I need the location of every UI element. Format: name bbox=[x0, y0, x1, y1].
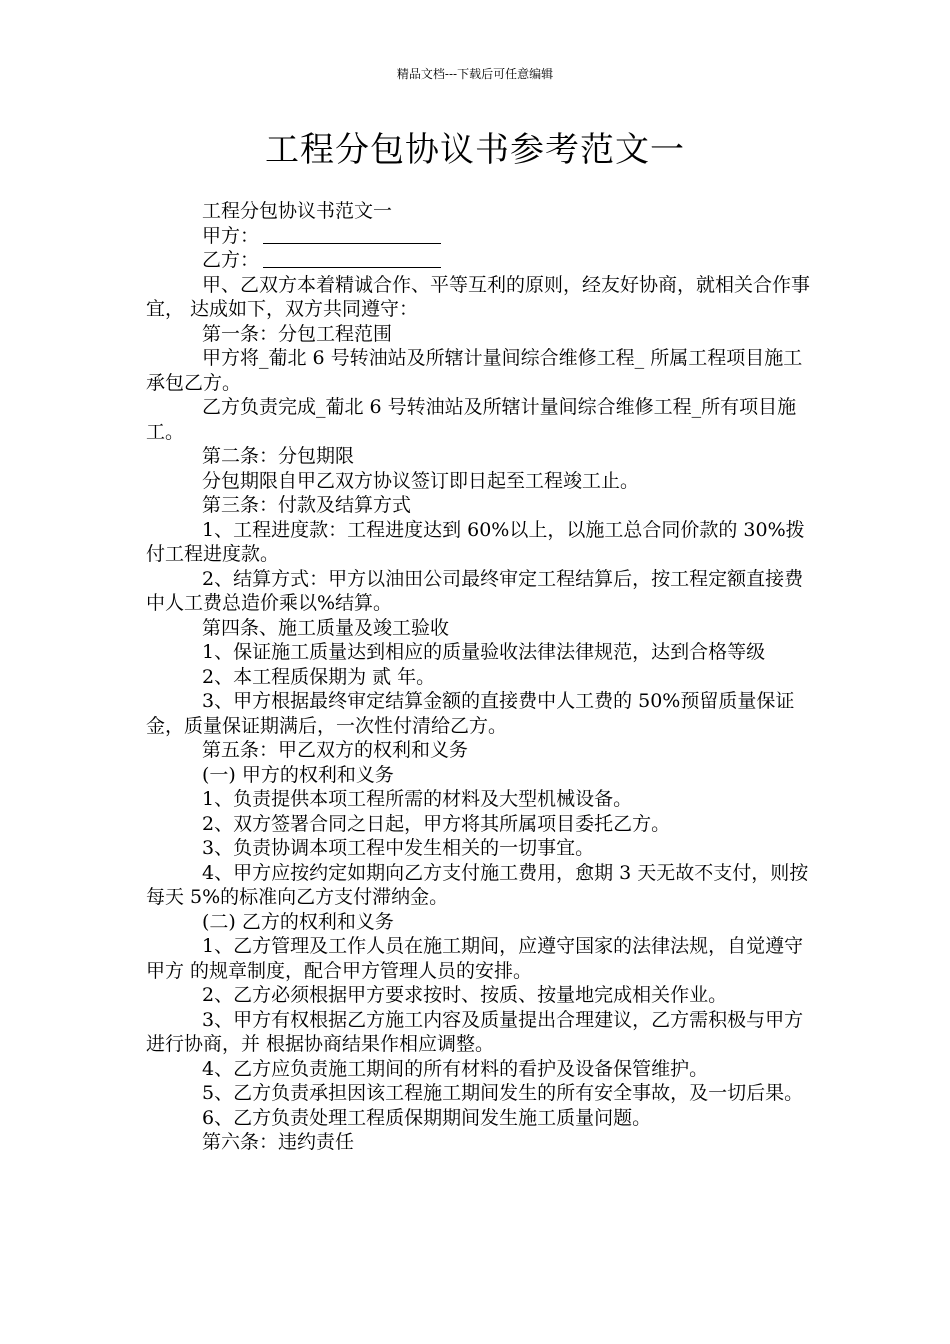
article-1-heading: 第一条：分包工程范围 bbox=[202, 322, 393, 345]
party-a-line bbox=[146, 224, 810, 249]
article-5-heading: 第五条：甲乙双方的权利和义务 bbox=[202, 739, 469, 761]
article-5-section-1-item-3: 3、负责协调本项工程中发生相关的一切事宜。 bbox=[202, 837, 595, 859]
document-body bbox=[146, 199, 810, 1155]
article-3-heading: 第三条：付款及结算方式 bbox=[202, 494, 412, 516]
article-4-item-3: 3、甲方根据最终审定结算金额的直接费中人工费的 50%预留质量保证金，质量保证期满后，一次性付清给乙方。 bbox=[146, 690, 795, 737]
article-5-section-1-heading: (一) 甲方的权利和义务 bbox=[202, 763, 394, 786]
article-5-section-2-item-1: 1、乙方管理及工作人员在施工期间，应遵守国家的法律法规，自觉遵守甲方 的规章制度，配合甲方管理人员的安排。 bbox=[146, 935, 804, 982]
article-5-section-1-item-1: 1、负责提供本项工程所需的材料及大型机械设备。 bbox=[202, 788, 633, 810]
article-2-heading: 第二条：分包期限 bbox=[202, 445, 355, 467]
article-1-para-2: 乙方负责完成_葡北 6 号转油站及所辖计量间综合维修工程_所有项目施工。 bbox=[146, 396, 797, 443]
article-4-heading: 第四条、施工质量及竣工验收 bbox=[202, 616, 450, 639]
article-6-heading: 第六条：违约责任 bbox=[202, 1131, 355, 1153]
article-5-section-2-item-3: 3、甲方有权根据乙方施工内容及质量提出合理建议，乙方需积极与甲方进行协商，并 根据协商结果作相应调整。 bbox=[146, 1008, 804, 1055]
article-3-item-2: 2、结算方式：甲方以油田公司最终审定工程结算后，按工程定额直接费中人工费总造价乘以%结算。 bbox=[146, 567, 804, 614]
article-4-item-1: 1、保证施工质量达到相应的质量验收法律法律规范，达到合格等级 bbox=[202, 641, 766, 663]
party-a-blank bbox=[263, 225, 441, 244]
article-5-section-2-heading: (二) 乙方的权利和义务 bbox=[202, 910, 394, 933]
article-5-section-2-item-2: 2、乙方必须根据甲方要求按时、按质、按量地完成相关作业。 bbox=[202, 984, 728, 1006]
party-a-label: 甲方： bbox=[202, 224, 260, 247]
article-5-section-1-item-4: 4、甲方应按约定如期向乙方支付施工费用，愈期 3 天无故不支付，则按每天 5%的标准向乙方支付滞纳金。 bbox=[146, 861, 809, 908]
party-b-label: 乙方： bbox=[202, 249, 260, 271]
party-b-line bbox=[146, 248, 810, 273]
article-5-section-2-item-5: 5、乙方负责承担因该工程施工期间发生的所有安全事故，及一切后果。 bbox=[202, 1082, 804, 1104]
article-4-item-2: 2、本工程质保期为 贰 年。 bbox=[202, 665, 436, 688]
header-note: 精品文档---下载后可任意编辑 bbox=[396, 67, 554, 81]
paragraph-preamble: 甲、乙双方本着精诚合作、平等互利的原则，经友好协商，就相关合作事宜， 达成如下，双方共同遵守： bbox=[146, 273, 811, 320]
article-5-section-2-item-6: 6、乙方负责处理工程质保期期间发生施工质量问题。 bbox=[202, 1106, 652, 1129]
article-2-para-1: 分包期限自甲乙双方协议签订即日起至工程竣工止。 bbox=[202, 469, 640, 492]
party-b-blank bbox=[263, 249, 441, 268]
article-5-section-2-item-4: 4、乙方应负责施工期间的所有材料的看护及设备保管维护。 bbox=[202, 1057, 709, 1080]
article-1-para-1: 甲方将_葡北 6 号转油站及所辖计量间综合维修工程_ 所属工程项目施工承包乙方。 bbox=[146, 347, 803, 394]
article-3-item-1: 1、工程进度款：工程进度达到 60%以上，以施工总合同价款的 30%拨付工程进度款。 bbox=[146, 518, 805, 565]
document-title: 工程分包协议书参考范文一 bbox=[265, 130, 685, 170]
article-5-section-1-item-2: 2、双方签署合同之日起，甲方将其所属项目委托乙方。 bbox=[202, 812, 671, 835]
paragraph-subtitle: 工程分包协议书范文一 bbox=[202, 200, 393, 222]
